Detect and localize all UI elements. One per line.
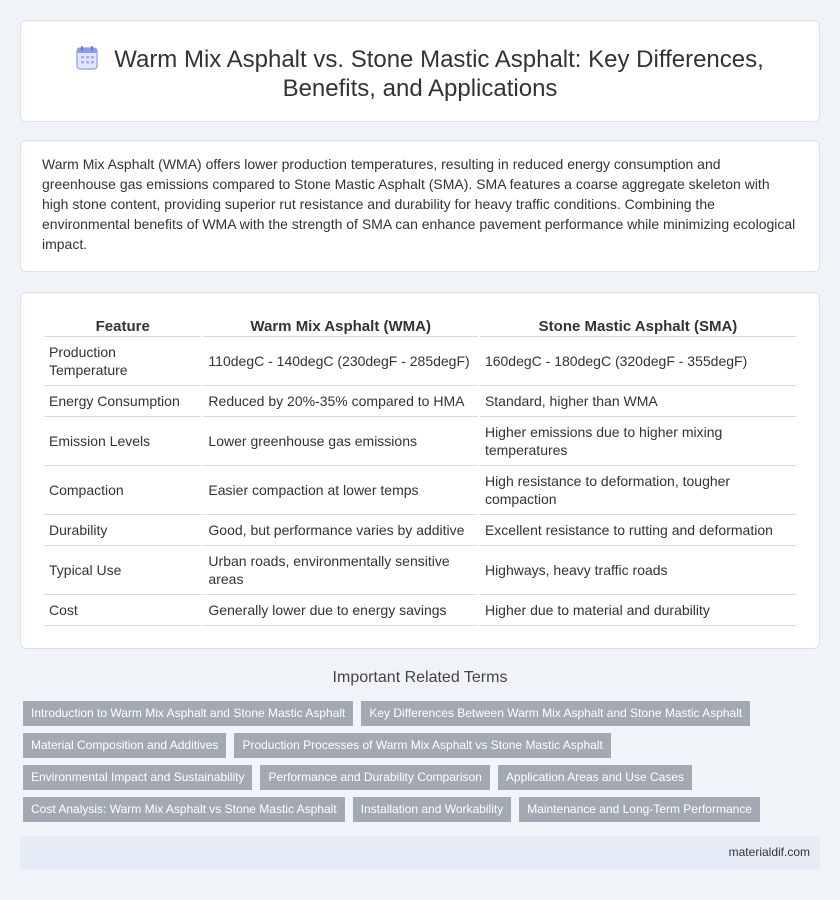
header-feature: Feature (44, 314, 201, 337)
comparison-table (42, 314, 798, 626)
intro-text: Warm Mix Asphalt (WMA) offers lower production temperatures, resulting in reduced energy consumption and greenhouse gas emissions compared to Stone Mastic Asphalt (SMA). SMA features a coarse aggregate skeleton with high stone content, providing superior rut resistance and durability for heavy traffic conditions. Combining the environmental benefits of WMA with the strength of SMA can enhance pavement performance while minimizing ecological impact. (42, 156, 796, 252)
table-row (44, 546, 796, 595)
sma-cell: High resistance to deformation, tougher compaction (480, 466, 796, 515)
page-title (21, 45, 819, 103)
sma-cell: Higher due to material and durability (480, 595, 796, 626)
related-tags-row (23, 765, 692, 790)
table-row (44, 595, 796, 626)
feature-cell: Compaction (44, 466, 201, 515)
document-icon (76, 46, 98, 70)
related-tags-row (23, 797, 760, 822)
sma-cell: 160degC - 180degC (320degF - 355degF) (480, 337, 796, 386)
sma-cell: Highways, heavy traffic roads (480, 546, 796, 595)
title-card (20, 20, 820, 122)
related-tag-link[interactable]: Performance and Durability Comparison (260, 765, 489, 790)
wma-cell: Urban roads, environmentally sensitive areas (203, 546, 478, 595)
related-tag-link[interactable]: Material Composition and Additives (23, 733, 226, 758)
title-line-1: Warm Mix Asphalt vs. Stone Mastic Asphalt: Key Differences, (114, 46, 764, 73)
table-row (44, 337, 796, 386)
related-tags-row (23, 701, 750, 726)
header-sma: Stone Mastic Asphalt (SMA) (480, 314, 796, 337)
related-tag-link[interactable]: Introduction to Warm Mix Asphalt and Stone Mastic Asphalt (23, 701, 353, 726)
feature-cell: Energy Consumption (44, 386, 201, 417)
wma-cell: Lower greenhouse gas emissions (203, 417, 478, 466)
related-tags-row (23, 733, 611, 758)
feature-cell: Durability (44, 515, 201, 546)
table-header-row (44, 314, 796, 337)
sma-cell: Higher emissions due to higher mixing temperatures (480, 417, 796, 466)
related-tag-link[interactable]: Application Areas and Use Cases (498, 765, 692, 790)
related-tag-link[interactable]: Maintenance and Long-Term Performance (519, 797, 760, 822)
wma-cell: 110degC - 140degC (230degF - 285degF) (203, 337, 478, 386)
related-tag-link[interactable]: Installation and Workability (353, 797, 512, 822)
feature-cell: Production Temperature (44, 337, 201, 386)
intro-card (20, 140, 820, 272)
wma-cell: Good, but performance varies by additive (203, 515, 478, 546)
sma-cell: Excellent resistance to rutting and deformation (480, 515, 796, 546)
table-row (44, 417, 796, 466)
table-row (44, 386, 796, 417)
related-tag-link[interactable]: Environmental Impact and Sustainability (23, 765, 252, 790)
table-row (44, 515, 796, 546)
feature-cell: Emission Levels (44, 417, 201, 466)
related-tag-link[interactable]: Cost Analysis: Warm Mix Asphalt vs Stone Mastic Asphalt (23, 797, 345, 822)
title-line-2: Benefits, and Applications (282, 75, 558, 102)
feature-cell: Typical Use (44, 546, 201, 595)
footer-site-link[interactable]: materialdif.com (728, 845, 810, 859)
wma-cell: Generally lower due to energy savings (203, 595, 478, 626)
wma-cell: Easier compaction at lower temps (203, 466, 478, 515)
related-tag-link[interactable]: Production Processes of Warm Mix Asphalt vs Stone Mastic Asphalt (234, 733, 610, 758)
related-terms-heading: Important Related Terms (332, 669, 508, 686)
wma-cell: Reduced by 20%-35% compared to HMA (203, 386, 478, 417)
header-wma: Warm Mix Asphalt (WMA) (203, 314, 478, 337)
table-row (44, 466, 796, 515)
feature-cell: Cost (44, 595, 201, 626)
footer-bar (20, 836, 820, 870)
comparison-table-card (20, 292, 820, 649)
sma-cell: Standard, higher than WMA (480, 386, 796, 417)
related-tag-link[interactable]: Key Differences Between Warm Mix Asphalt and Stone Mastic Asphalt (361, 701, 750, 726)
